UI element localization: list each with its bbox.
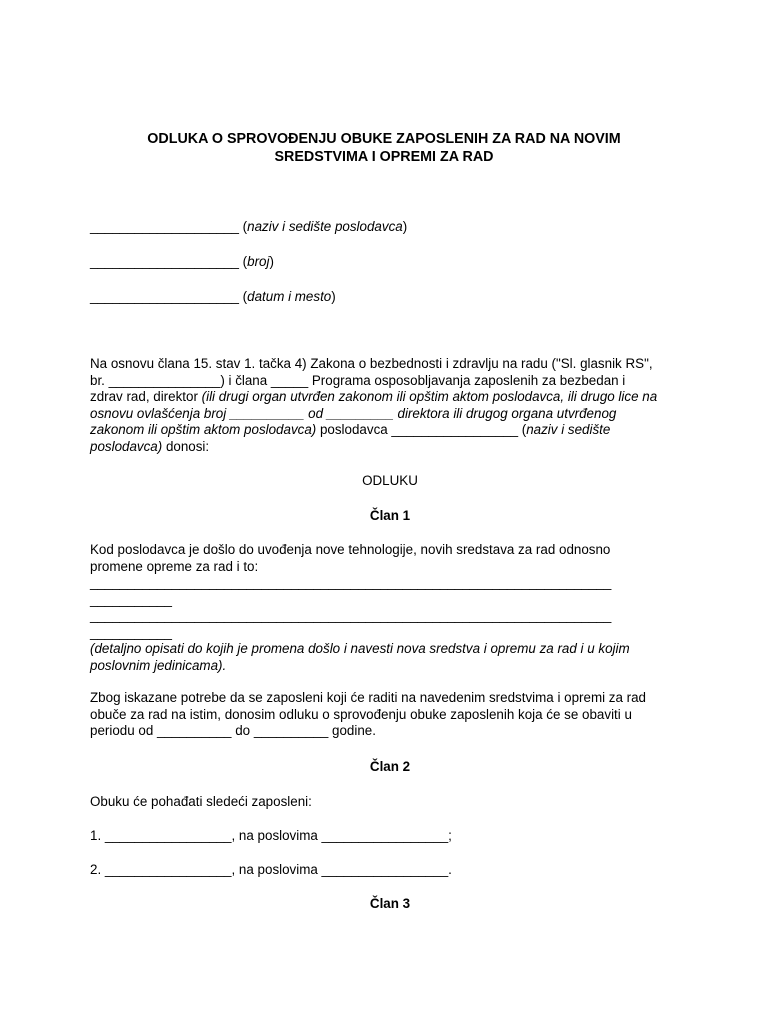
employer-name-field	[90, 219, 690, 236]
preamble-text: donosi:	[162, 438, 210, 454]
preamble-line	[90, 439, 690, 456]
preamble-italic: (ili drugi organ utvrđen zakonom ili opštim aktom poslodavca, ili drugo lice na	[201, 389, 658, 404]
preamble-line	[90, 422, 690, 439]
number-field	[90, 254, 690, 271]
paren: (	[238, 254, 248, 269]
field-label: naziv i sedište poslodavca	[247, 219, 403, 234]
article-text-line: periodu od __________ do __________ godine.	[90, 723, 376, 738]
blank-line: ______________________________________________________________________	[90, 575, 612, 590]
article-2-intro: Obuku će pohađati sledeći zaposleni:	[90, 794, 312, 809]
blank-line: ___________	[90, 624, 172, 640]
preamble-italic: zakonom ili opštim aktom poslodavca)	[90, 422, 317, 437]
article-2-heading: Član 2	[369, 759, 411, 774]
preamble-line: br. _______________) i člana _____ Programa osposobljavanja zaposlenih za bezbedan i	[90, 372, 626, 388]
date-place-field	[90, 289, 690, 306]
title-line: SREDSTVIMA I OPREMI ZA RAD	[274, 149, 494, 165]
article-1-paragraph	[90, 542, 690, 674]
preamble-line	[90, 389, 690, 406]
article-text-line: Kod poslodavca je došlo do uvođenja nove tehnologije, novih sredstava za rad odnosno	[90, 542, 611, 557]
paren: (	[238, 219, 248, 234]
blank-line: ____________________	[90, 289, 239, 304]
field-label: datum i mesto	[247, 289, 332, 304]
preamble-text: zdrav rad, direktor	[90, 389, 202, 404]
preamble-paragraph	[90, 356, 690, 455]
article-text-line: obuče za rad na istim, donosim odluku o sprovođenju obuke zaposlenih koja će se obaviti u	[90, 706, 632, 722]
blank-line: ____________________	[90, 254, 239, 269]
article-text-line: promene opreme za rad i to:	[90, 558, 259, 574]
paren: )	[269, 254, 274, 269]
preamble-italic: naziv i sedište	[526, 422, 611, 437]
article-1-heading: Član 1	[369, 508, 411, 523]
instruction-note: (detaljno opisati do kojih je promena došlo i navesti nova sredstva i opremu za rad i u kojim	[90, 641, 630, 656]
article-3-heading: Član 3	[369, 896, 411, 911]
preamble-italic: poslodavca)	[90, 438, 163, 454]
field-label: broj	[247, 254, 270, 269]
blank-line: ______________________________________________________________________	[90, 608, 612, 623]
article-1-paragraph-2	[90, 690, 690, 740]
employee-entry-1: 1. _________________, na poslovima _________________;	[90, 828, 452, 843]
decision-heading: ODLUKU	[362, 473, 418, 488]
paren: )	[402, 219, 408, 234]
document-title	[0, 130, 768, 166]
preamble-text: poslodavca _________________ (	[316, 422, 527, 437]
employee-entry-2: 2. _________________, na poslovima _________________.	[90, 862, 452, 877]
article-text-line: Zbog iskazane potrebe da se zaposleni koji će raditi na navedenim sredstvima i opremi za rad	[90, 690, 647, 705]
preamble-line: osnovu ovlašćenja broj __________ od _________ direktora ili drugog organa utvrđenog	[90, 405, 617, 421]
preamble-line: Na osnovu člana 15. stav 1. tačka 4) Zakona o bezbednosti i zdravlju na radu ("Sl. glasnik RS",	[90, 356, 653, 371]
instruction-note: poslovnim jedinicama).	[90, 657, 227, 673]
paren: )	[331, 289, 336, 304]
paren: (	[238, 289, 248, 304]
blank-line: ____________________	[90, 219, 239, 234]
title-line: ODLUKA O SPROVOĐENJU OBUKE ZAPOSLENIH ZA RAD NA NOVIM	[147, 131, 621, 147]
blank-line: ___________	[90, 591, 172, 607]
